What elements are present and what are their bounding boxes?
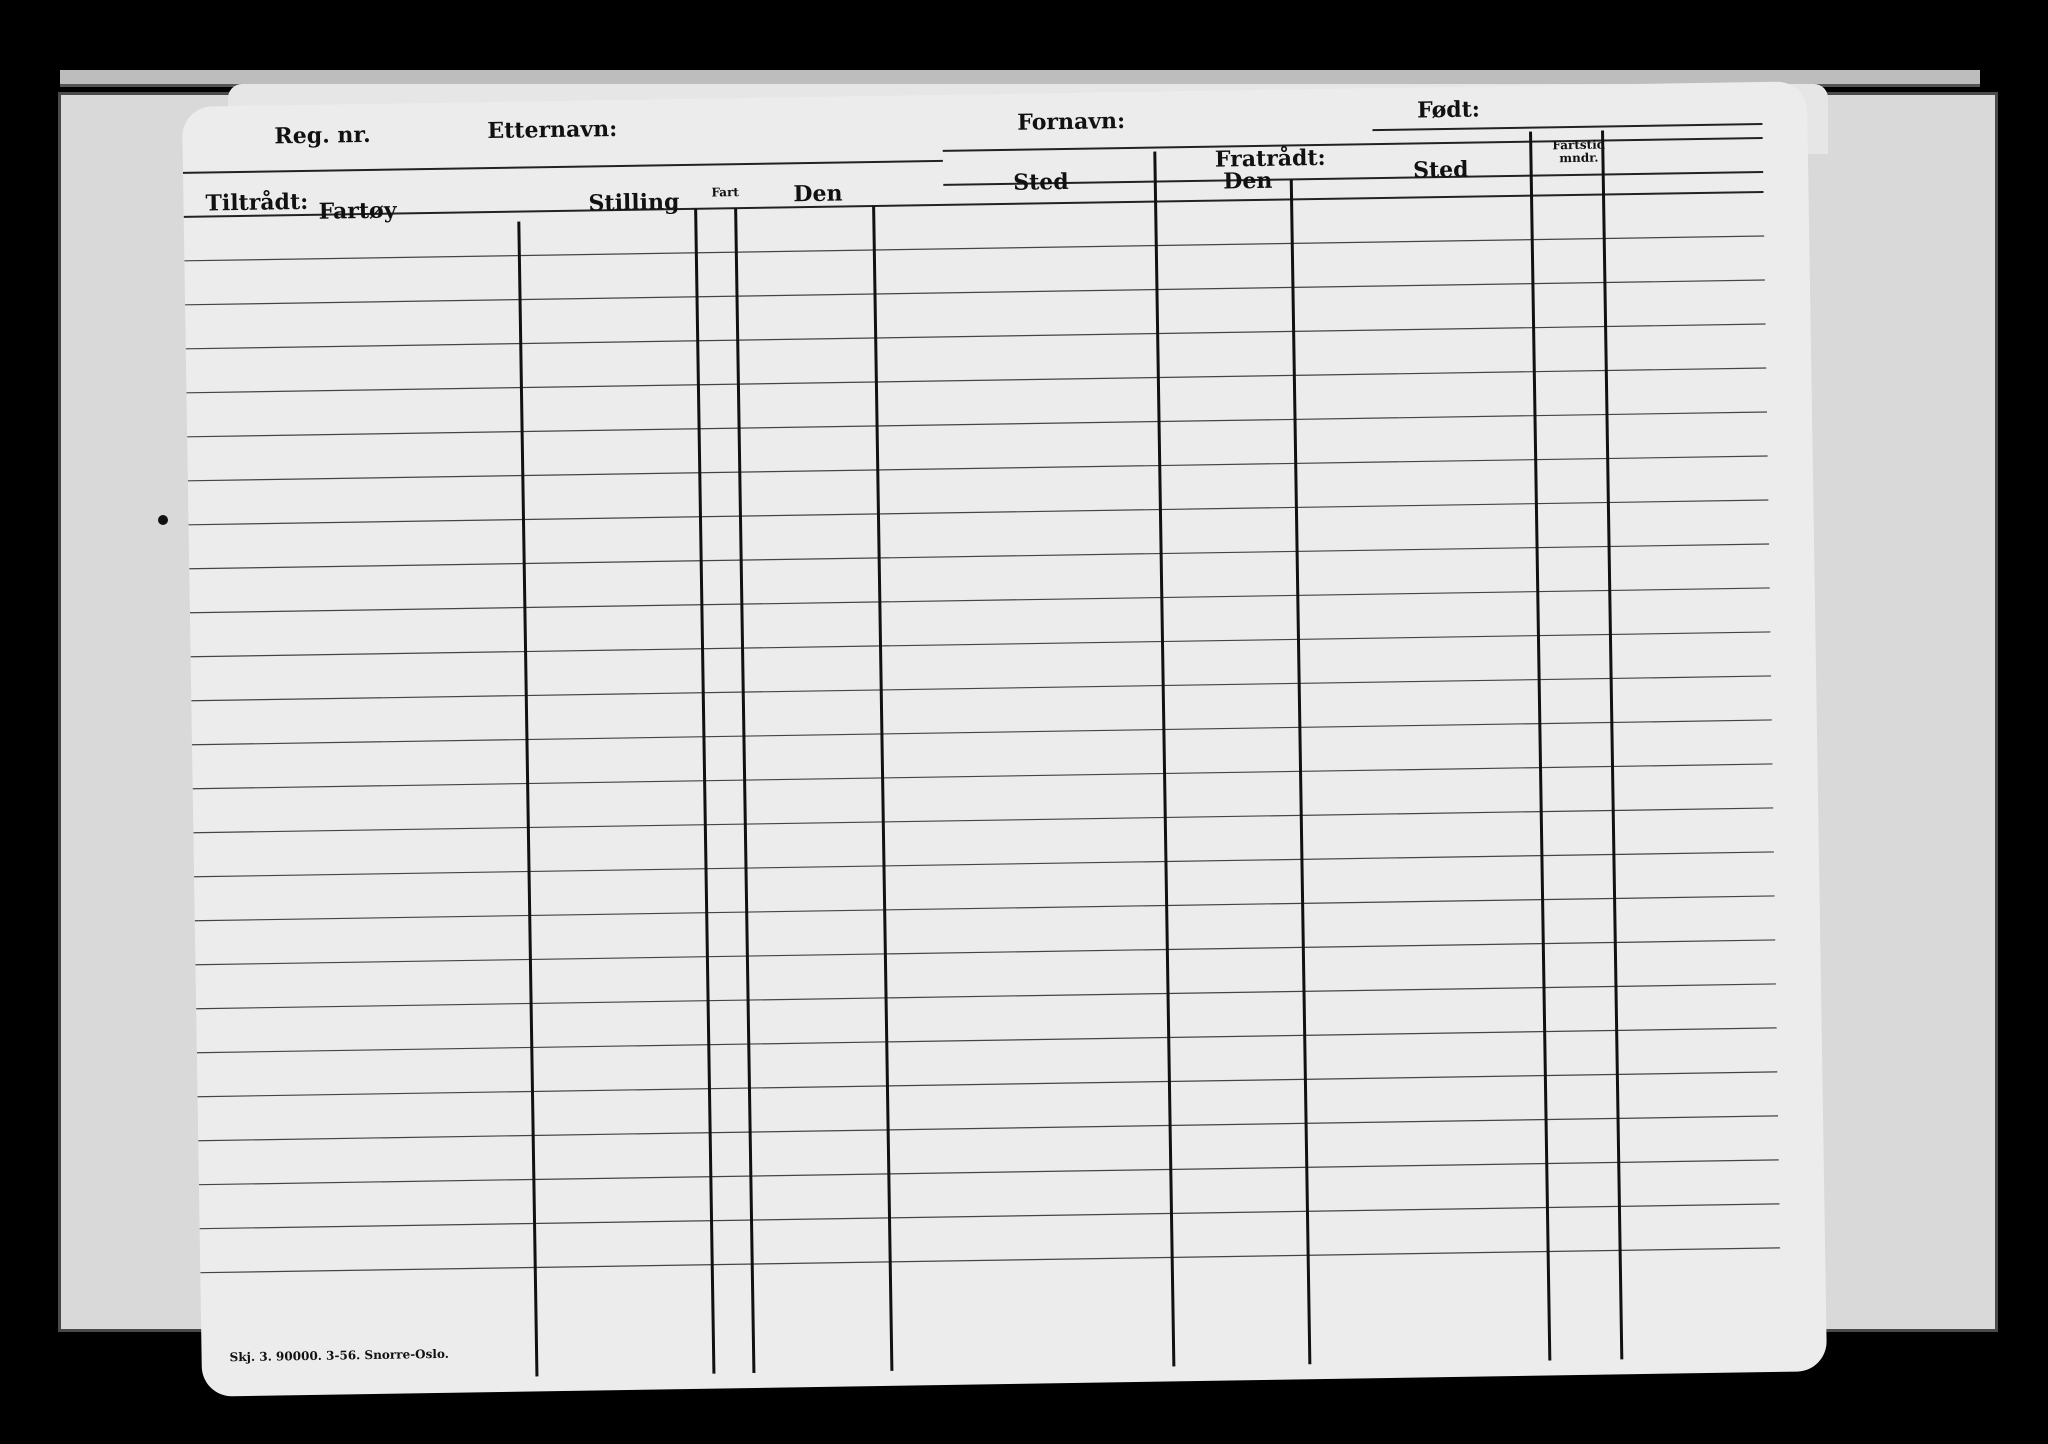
form-row-line (184, 236, 1764, 261)
form-row-line (197, 1028, 1777, 1053)
form-row-line (196, 984, 1776, 1009)
form-row-line (191, 676, 1771, 701)
column-divider-line (874, 206, 892, 1371)
printer-imprint: Skj. 3. 90000. 3-56. Snorre-Oslo. (229, 1346, 449, 1365)
form-row-line (195, 940, 1775, 965)
form-row-line (195, 896, 1775, 921)
col-fartoy-header: Fartøy (318, 197, 397, 225)
col-sted-fratradt-header: Sted (1412, 156, 1469, 184)
form-row-line (199, 1160, 1779, 1185)
col-sted-tiltradt-header: Sted (1013, 168, 1069, 196)
form-row-line (200, 1248, 1780, 1273)
col-stilling-header: Stilling (588, 189, 680, 217)
fodt-field-line (1372, 124, 1762, 130)
folder-punch-mark (158, 515, 168, 525)
index-card (182, 81, 1827, 1396)
tiltradt-label: Tiltrådt: (205, 188, 309, 217)
column-divider-line (1603, 131, 1622, 1360)
form-row-line (198, 1072, 1778, 1097)
reg-nr-label: Reg. nr. (274, 121, 371, 150)
fratradt-label: Fratrådt: (1214, 144, 1326, 173)
col-den-fratradt-header: Den (1223, 167, 1273, 195)
form-row-line (186, 368, 1766, 393)
form-row-line (192, 720, 1772, 745)
form-row-line (193, 764, 1773, 789)
fodt-label: Født: (1416, 96, 1481, 124)
form-row-line (189, 500, 1769, 525)
column-divider-line (736, 208, 754, 1373)
form-row-line (194, 852, 1774, 877)
form-row-line (190, 588, 1770, 613)
column-divider-line (519, 222, 537, 1377)
form-row-line (200, 1204, 1780, 1229)
fartstid-line2: mndr. (1559, 150, 1599, 166)
fartstid-line1: Fartstid (1552, 137, 1606, 153)
form-row-line (191, 632, 1771, 657)
column-divider-line (1531, 132, 1550, 1361)
form-row-line (188, 456, 1768, 481)
col-fart-header: Fart (711, 185, 740, 200)
card-ruling (182, 81, 1827, 1396)
form-row-line (186, 324, 1766, 349)
form-row-line (187, 412, 1767, 437)
form-row-line (189, 544, 1769, 569)
fornavn-label: Fornavn: (1017, 108, 1126, 136)
column-divider-line (696, 209, 714, 1374)
etternavn-label: Etternavn: (487, 116, 618, 145)
form-row-line (193, 808, 1773, 833)
col-den-tiltradt-header: Den (793, 180, 843, 208)
header-top-line-left (183, 161, 943, 173)
header-bottom-line (184, 192, 1764, 217)
column-dividers (518, 131, 1622, 1377)
form-row-line (185, 280, 1765, 305)
header-top-line-right (943, 138, 1763, 151)
col-fartstid-header (1545, 138, 1613, 165)
form-row-line (198, 1116, 1778, 1141)
